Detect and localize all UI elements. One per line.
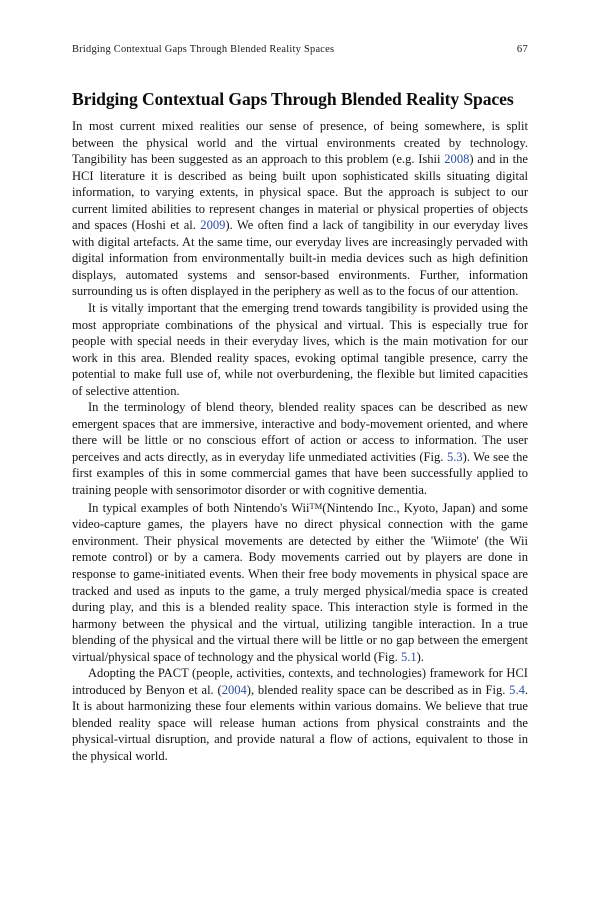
- page-title: Bridging Contextual Gaps Through Blended Reality Spaces: [72, 88, 514, 109]
- body-text: [72, 118, 528, 765]
- paragraph: In most current mixed realities our sense of presence, of being somewhere, is split between the physical world and the virtual environments created by technology. Tangibility has been suggested as an approach to this problem (e.g. Ishii 2008) and in the HCI literature it is described as being built upon sophisticated skills situating digital information, to varying extents, in physical space. But the approach is subject to our current limited abilities to represent changes in material or physical properties of objects and spaces (Hoshi et al. 2009). We often find a lack of tangibility in our everyday lives with digital artefacts. At the same time, our everyday lives are increasingly pervaded with digital information from environmentally built-in media devices such as high definition displays, automated systems and sensor-based environments. Further, information surrounding us is often displayed in the periphery as well as to the focus of our attention.: [72, 119, 528, 299]
- cross-reference-link[interactable]: 5.1: [400, 649, 417, 664]
- paragraph: It is vitally important that the emerging trend towards tangibility is provided using the most appropriate combinations of the physical and virtual. This is especially true for people with special needs in their everyday lives, which is the main motivation for our work in this area. Blended reality spaces, evoking optimal tangible presence, carry the potential to make full use of, while not overburdening, the flexible but limited capacities of selective attention.: [72, 301, 528, 398]
- cross-reference-link[interactable]: 2004: [221, 682, 247, 697]
- cross-reference-link[interactable]: 5.4: [509, 682, 525, 697]
- page-number: 67: [516, 44, 528, 55]
- trademark-symbol: TM: [309, 501, 323, 511]
- paragraph: In typical examples of both Nintendo's Wii™(Nintendo Inc., Kyoto, Japan) and some video-capture games, the players have no direct physical connection with the game environment. Their physical movements are detected by either the 'Wiimote' (the Wii remote control) or by a camera. Body movements carried out by players are done in response to game-initiated events. When their free body movements in physical space are tracked and used as inputs to the game, a truly merged physical/media space is created during play, and this is a blended reality space. This interaction style is formed in the harmony between the physical and the virtual, utilizing tangible interaction. In a true blending of the physical and the virtual there will be little or no gap between the emergent virtual/physical space of technology and the physical world (Fig. 5.1).: [72, 500, 529, 664]
- cross-reference-link[interactable]: 5.3: [446, 449, 463, 464]
- paragraph: Adopting the PACT (people, activities, contexts, and technologies) framework for HCI introduced by Benyon et al. (2004), blended reality space can be described as in Fig. 5.4. It is about harmonizing these four elements within various domains. We believe that true blended reality space will release human actions from physical constraints and the physical-virtual disruption, and provide natural a flow of actions, equivalent to those in the physical world.: [72, 666, 528, 763]
- running-head: [72, 44, 528, 57]
- cross-reference-link[interactable]: 2009: [200, 218, 226, 233]
- running-head-title: Bridging Contextual Gaps Through Blended Reality Spaces: [72, 44, 335, 55]
- paragraph: In the terminology of blend theory, blended reality spaces can be described as new emergent spaces that are immersive, interactive and body-movement oriented, and where there will be little or no conscious effort of action or access to information. The user perceives and acts directly, as in everyday life unmediated activities (Fig. 5.3). We see the first examples of this in some commercial games that have been successfully applied to training people with sensorimotor disorder or with cognitive dementia.: [72, 400, 528, 498]
- cross-reference-link[interactable]: 2008: [444, 152, 470, 167]
